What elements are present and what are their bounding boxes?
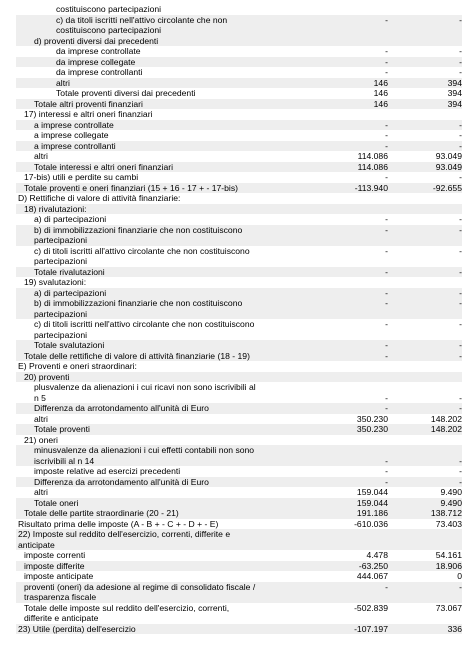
table-row — [16, 361, 462, 372]
row-label: 18) rivalutazioni: — [24, 203, 87, 214]
table-row — [16, 445, 462, 456]
value-previous-year: - — [459, 298, 462, 308]
row-label: iscrivibili al n 14 — [34, 455, 95, 466]
value-previous-year: - — [459, 287, 462, 298]
row-label: costituiscono partecipazioni — [56, 25, 162, 35]
table-row — [16, 582, 462, 593]
row-label: 19) svalutazioni: — [24, 277, 87, 287]
table-row — [16, 613, 462, 624]
value-current-year: -113.940 — [354, 182, 388, 193]
value-current-year: - — [385, 140, 388, 151]
table-row — [16, 183, 462, 194]
row-label: Totale svalutazioni — [34, 340, 105, 350]
value-current-year: - — [385, 56, 388, 67]
value-previous-year: - — [459, 266, 462, 277]
row-label: differite e anticipate — [24, 613, 99, 623]
table-row — [16, 561, 462, 572]
row-label: Totale rivalutazioni — [34, 266, 105, 277]
row-label: 17) interessi e altri oneri finanziari — [24, 109, 153, 119]
table-row — [16, 466, 462, 477]
value-previous-year: - — [459, 56, 462, 67]
value-previous-year: 73.067 — [435, 602, 462, 613]
row-label: plusvalenze da alienazioni i cui ricavi non sono iscrivibili al — [34, 382, 256, 392]
financial-statement-table — [16, 4, 462, 634]
value-current-year: -107.197 — [354, 623, 388, 634]
value-previous-year: - — [459, 340, 462, 350]
row-label: altri — [56, 77, 70, 88]
value-current-year: - — [385, 172, 388, 182]
row-label: costituiscono partecipazioni — [56, 4, 162, 14]
value-previous-year: 148.202 — [430, 424, 462, 434]
value-previous-year: 18.906 — [435, 560, 462, 571]
value-previous-year: - — [459, 245, 462, 256]
value-previous-year: 138.712 — [430, 508, 462, 518]
row-label: a imprese controllate — [34, 119, 114, 130]
row-label: 20) proventi — [24, 371, 70, 382]
row-label: b) di immobilizzazioni finanziarie che non costituiscono — [34, 298, 243, 308]
table-row — [16, 330, 462, 341]
table-row — [16, 403, 462, 414]
row-label: Differenza da arrotondamento all'unità di Euro — [34, 476, 209, 487]
value-previous-year: -92.655 — [432, 182, 462, 193]
value-current-year: 350.230 — [356, 424, 388, 434]
table-row — [16, 372, 462, 383]
row-label: imposte correnti — [24, 550, 86, 560]
value-current-year: - — [385, 392, 388, 403]
value-previous-year: - — [459, 119, 462, 130]
table-row — [16, 36, 462, 47]
value-current-year: - — [385, 466, 388, 476]
value-previous-year: - — [459, 350, 462, 361]
value-previous-year: 93.049 — [435, 151, 462, 161]
row-label: imposte relative ad esercizi precedenti — [34, 466, 181, 476]
row-label: a imprese collegate — [34, 130, 109, 140]
value-previous-year: 336 — [447, 623, 462, 634]
row-label: da imprese controllate — [56, 46, 141, 56]
table-row — [16, 529, 462, 540]
value-current-year: - — [385, 245, 388, 256]
row-label: Totale proventi — [34, 424, 90, 434]
table-row — [16, 162, 462, 173]
table-row — [16, 309, 462, 320]
table-row — [16, 319, 462, 330]
row-label: Totale delle partite straordinarie (20 - 21) — [24, 508, 179, 518]
row-label: imposte anticipate — [24, 571, 94, 581]
row-label: Totale delle rettifiche di valore di attività finanziarie (18 - 19) — [24, 350, 250, 361]
value-previous-year: 9.490 — [440, 497, 462, 508]
value-previous-year: 394 — [447, 77, 462, 88]
value-current-year: - — [385, 214, 388, 224]
row-label: a) di partecipazioni — [34, 287, 107, 298]
value-previous-year: - — [459, 14, 462, 25]
value-current-year: 146 — [373, 77, 388, 88]
table-row — [16, 225, 462, 236]
row-label: da imprese collegate — [56, 56, 136, 67]
row-label: partecipazioni — [34, 308, 88, 319]
table-row — [16, 414, 462, 425]
row-label: anticipate — [18, 539, 55, 550]
value-current-year: - — [385, 350, 388, 361]
table-row — [16, 267, 462, 278]
row-label: altri — [34, 413, 48, 424]
row-label: c) da titoli iscritti nell'attivo circolante che non — [56, 14, 228, 25]
value-current-year: - — [385, 119, 388, 130]
value-current-year: - — [385, 476, 388, 487]
value-current-year: - — [385, 130, 388, 140]
table-row — [16, 172, 462, 183]
table-row — [16, 4, 462, 15]
table-row — [16, 25, 462, 36]
value-previous-year: - — [459, 403, 462, 413]
value-current-year: 114.086 — [357, 161, 388, 172]
table-row — [16, 477, 462, 488]
value-previous-year: 394 — [447, 98, 462, 109]
value-previous-year: 394 — [447, 88, 462, 98]
table-row — [16, 519, 462, 530]
row-label: 17-bis) utili e perdite su cambi — [24, 172, 139, 182]
value-current-year: 114.086 — [357, 151, 388, 161]
value-current-year: - — [385, 319, 388, 329]
table-row — [16, 78, 462, 89]
row-label: a imprese controllanti — [34, 140, 116, 151]
table-row — [16, 340, 462, 351]
value-previous-year: - — [459, 476, 462, 487]
table-row — [16, 592, 462, 603]
row-label: Totale proventi diversi dai precedenti — [56, 88, 196, 98]
table-row — [16, 151, 462, 162]
value-current-year: - — [385, 287, 388, 298]
row-label: Risultato prima delle imposte (A - B + - C + - D + - E) — [18, 518, 219, 529]
value-current-year: 159.044 — [356, 497, 388, 508]
table-row — [16, 298, 462, 309]
value-previous-year: 73.403 — [435, 518, 462, 529]
table-row — [16, 498, 462, 509]
value-previous-year: 0 — [457, 571, 462, 581]
table-row — [16, 193, 462, 204]
value-previous-year: - — [459, 172, 462, 182]
table-row — [16, 540, 462, 551]
value-current-year: - — [385, 340, 388, 350]
table-row — [16, 204, 462, 215]
row-label: Totale proventi e oneri finanziari (15 + 16 - 17 + - 17-bis) — [24, 182, 239, 193]
table-row — [16, 424, 462, 435]
row-label: imposte differite — [24, 560, 85, 571]
row-label: Totale oneri — [34, 497, 79, 508]
table-row — [16, 88, 462, 99]
row-label: a) di partecipazioni — [34, 214, 107, 224]
value-previous-year: - — [459, 581, 462, 592]
row-label: c) di titoli iscritti all'attivo circolante che non costituiscono — [34, 245, 250, 256]
value-current-year: -63.250 — [358, 560, 388, 571]
row-label: d) proventi diversi dai precedenti — [34, 35, 159, 46]
value-current-year: 146 — [373, 88, 388, 98]
value-previous-year: - — [459, 466, 462, 476]
table-row — [16, 382, 462, 393]
value-current-year: - — [385, 14, 388, 25]
table-row — [16, 130, 462, 141]
row-label: partecipazioni — [34, 329, 88, 340]
row-label: Totale delle imposte sul reddito dell'esercizio, correnti, — [24, 602, 230, 613]
row-label: n 5 — [34, 392, 46, 403]
value-previous-year: 148.202 — [430, 413, 462, 424]
value-previous-year: 54.161 — [435, 550, 462, 560]
row-label: 21) oneri — [24, 434, 58, 445]
row-label: Totale altri proventi finanziari — [34, 98, 143, 109]
table-row — [16, 277, 462, 288]
row-label: 23) Utile (perdita) dell'esercizio — [18, 623, 136, 634]
row-label: Differenza da arrotondamento all'unità di Euro — [34, 403, 209, 413]
value-current-year: 159.044 — [356, 487, 388, 497]
table-row — [16, 99, 462, 110]
value-current-year: - — [385, 403, 388, 413]
table-row — [16, 46, 462, 57]
table-row — [16, 120, 462, 131]
row-label: E) Proventi e oneri straordinari: — [18, 361, 137, 371]
value-previous-year: - — [459, 140, 462, 151]
value-current-year: - — [385, 581, 388, 592]
table-row — [16, 624, 462, 635]
table-row — [16, 508, 462, 519]
value-previous-year: - — [459, 224, 462, 235]
row-label: 22) Imposte sul reddito dell'esercizio, correnti, differite e — [18, 529, 231, 539]
row-label: D) Rettifiche di valore di attività finanziarie: — [18, 193, 181, 203]
value-current-year: - — [385, 46, 388, 56]
table-row — [16, 256, 462, 267]
value-previous-year: - — [459, 130, 462, 140]
value-current-year: 4.478 — [366, 550, 388, 560]
value-previous-year: - — [459, 455, 462, 466]
table-row — [16, 109, 462, 120]
table-row — [16, 214, 462, 225]
table-row — [16, 141, 462, 152]
row-label: partecipazioni — [34, 256, 88, 266]
table-row — [16, 246, 462, 257]
value-current-year: - — [385, 67, 388, 77]
row-label: b) di immobilizzazioni finanziarie che non costituiscono — [34, 224, 243, 235]
row-label: altri — [34, 151, 48, 161]
value-previous-year: - — [459, 46, 462, 56]
table-row — [16, 435, 462, 446]
table-row — [16, 57, 462, 68]
value-previous-year: - — [459, 319, 462, 329]
table-row — [16, 351, 462, 362]
value-current-year: 444.067 — [356, 571, 388, 581]
table-row — [16, 393, 462, 404]
row-label: proventi (oneri) da adesione al regime di consolidato fiscale / — [24, 581, 256, 592]
row-label: Totale interessi e altri oneri finanziari — [34, 161, 173, 172]
value-previous-year: 93.049 — [435, 161, 462, 172]
row-label: c) di titoli iscritti nell'attivo circolante che non costituiscono — [34, 319, 255, 329]
value-current-year: 146 — [373, 98, 388, 109]
table-row — [16, 550, 462, 561]
value-current-year: - — [385, 455, 388, 466]
row-label: da imprese controllanti — [56, 67, 143, 77]
value-current-year: - — [385, 224, 388, 235]
table-row — [16, 15, 462, 26]
table-row — [16, 571, 462, 582]
table-row — [16, 603, 462, 614]
value-current-year: 191.186 — [356, 508, 388, 518]
value-previous-year: 9.490 — [440, 487, 462, 497]
table-row — [16, 456, 462, 467]
value-previous-year: - — [459, 67, 462, 77]
row-label: partecipazioni — [34, 235, 88, 245]
row-label: minusvalenze da alienazioni i cui effetti contabili non sono — [34, 445, 255, 455]
value-current-year: -502.839 — [354, 602, 388, 613]
table-row — [16, 487, 462, 498]
table-row — [16, 67, 462, 78]
row-label: altri — [34, 487, 48, 497]
value-current-year: - — [385, 298, 388, 308]
value-current-year: -610.036 — [354, 518, 388, 529]
table-row — [16, 288, 462, 299]
value-current-year: 350.230 — [356, 413, 388, 424]
value-previous-year: - — [459, 392, 462, 403]
value-current-year: - — [385, 266, 388, 277]
value-previous-year: - — [459, 214, 462, 224]
row-label: trasparenza fiscale — [24, 592, 97, 602]
table-row — [16, 235, 462, 246]
